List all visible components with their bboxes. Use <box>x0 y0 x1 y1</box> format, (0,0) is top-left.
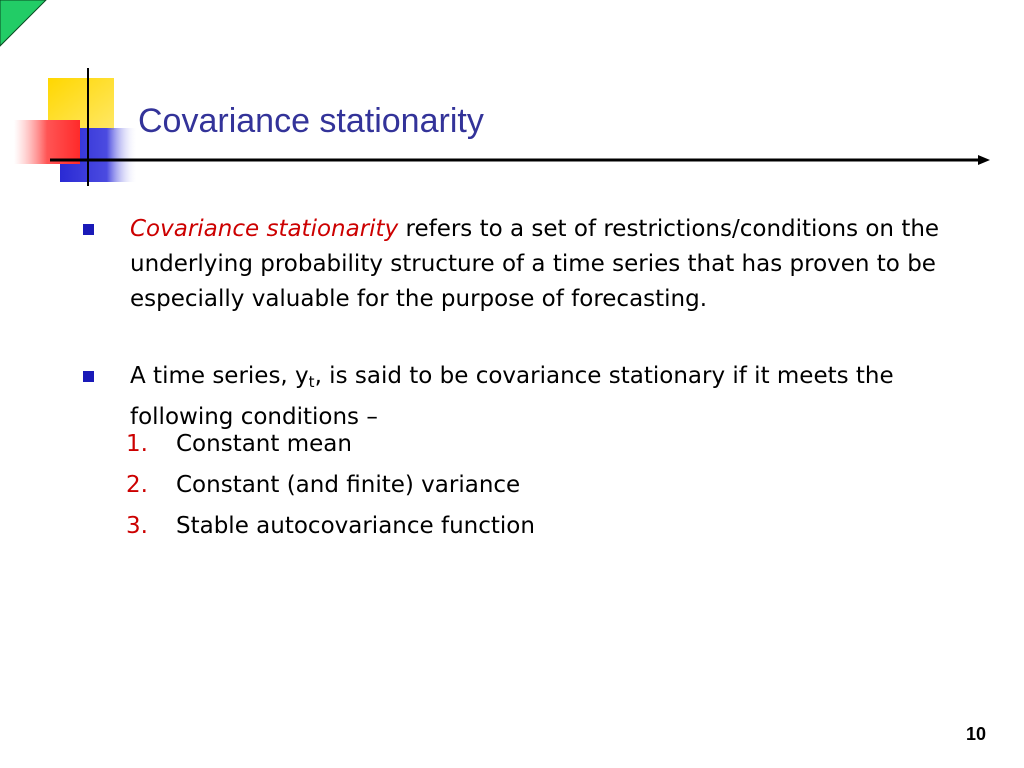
subscript-t: t <box>308 373 315 391</box>
list-item <box>80 468 980 503</box>
list-number: 2. <box>126 472 148 498</box>
list-item-text: Stable autocovariance function <box>176 513 535 539</box>
list-number: 1. <box>126 431 148 457</box>
title-underline-arrow <box>0 150 1000 170</box>
slide-title: Covariance stationarity <box>138 102 484 140</box>
list-item <box>80 509 980 544</box>
emphasis-term: Covariance stationarity <box>130 216 399 242</box>
square-bullet-icon <box>83 224 94 235</box>
bullet-definition <box>80 212 980 317</box>
list-item-text: Constant (and finite) variance <box>176 472 521 498</box>
bullet-text-after: , is said to be covariance stationary if it meets the following conditions – <box>130 363 894 430</box>
bullet-conditions-intro <box>80 359 980 435</box>
bullet-text-before: A time series, y <box>130 363 309 389</box>
bullet-text: refers to a set of restrictions/conditions on the underlying probability structure of a time series that has proven to be especially valuable for the purpose of forecasting. <box>130 216 940 312</box>
slide-body <box>80 212 980 550</box>
conditions-list <box>80 427 980 544</box>
square-bullet-icon <box>83 371 94 382</box>
page-number: 10 <box>965 724 986 744</box>
list-item <box>80 427 980 462</box>
list-number: 3. <box>126 513 148 539</box>
list-item-text: Constant mean <box>176 431 352 457</box>
